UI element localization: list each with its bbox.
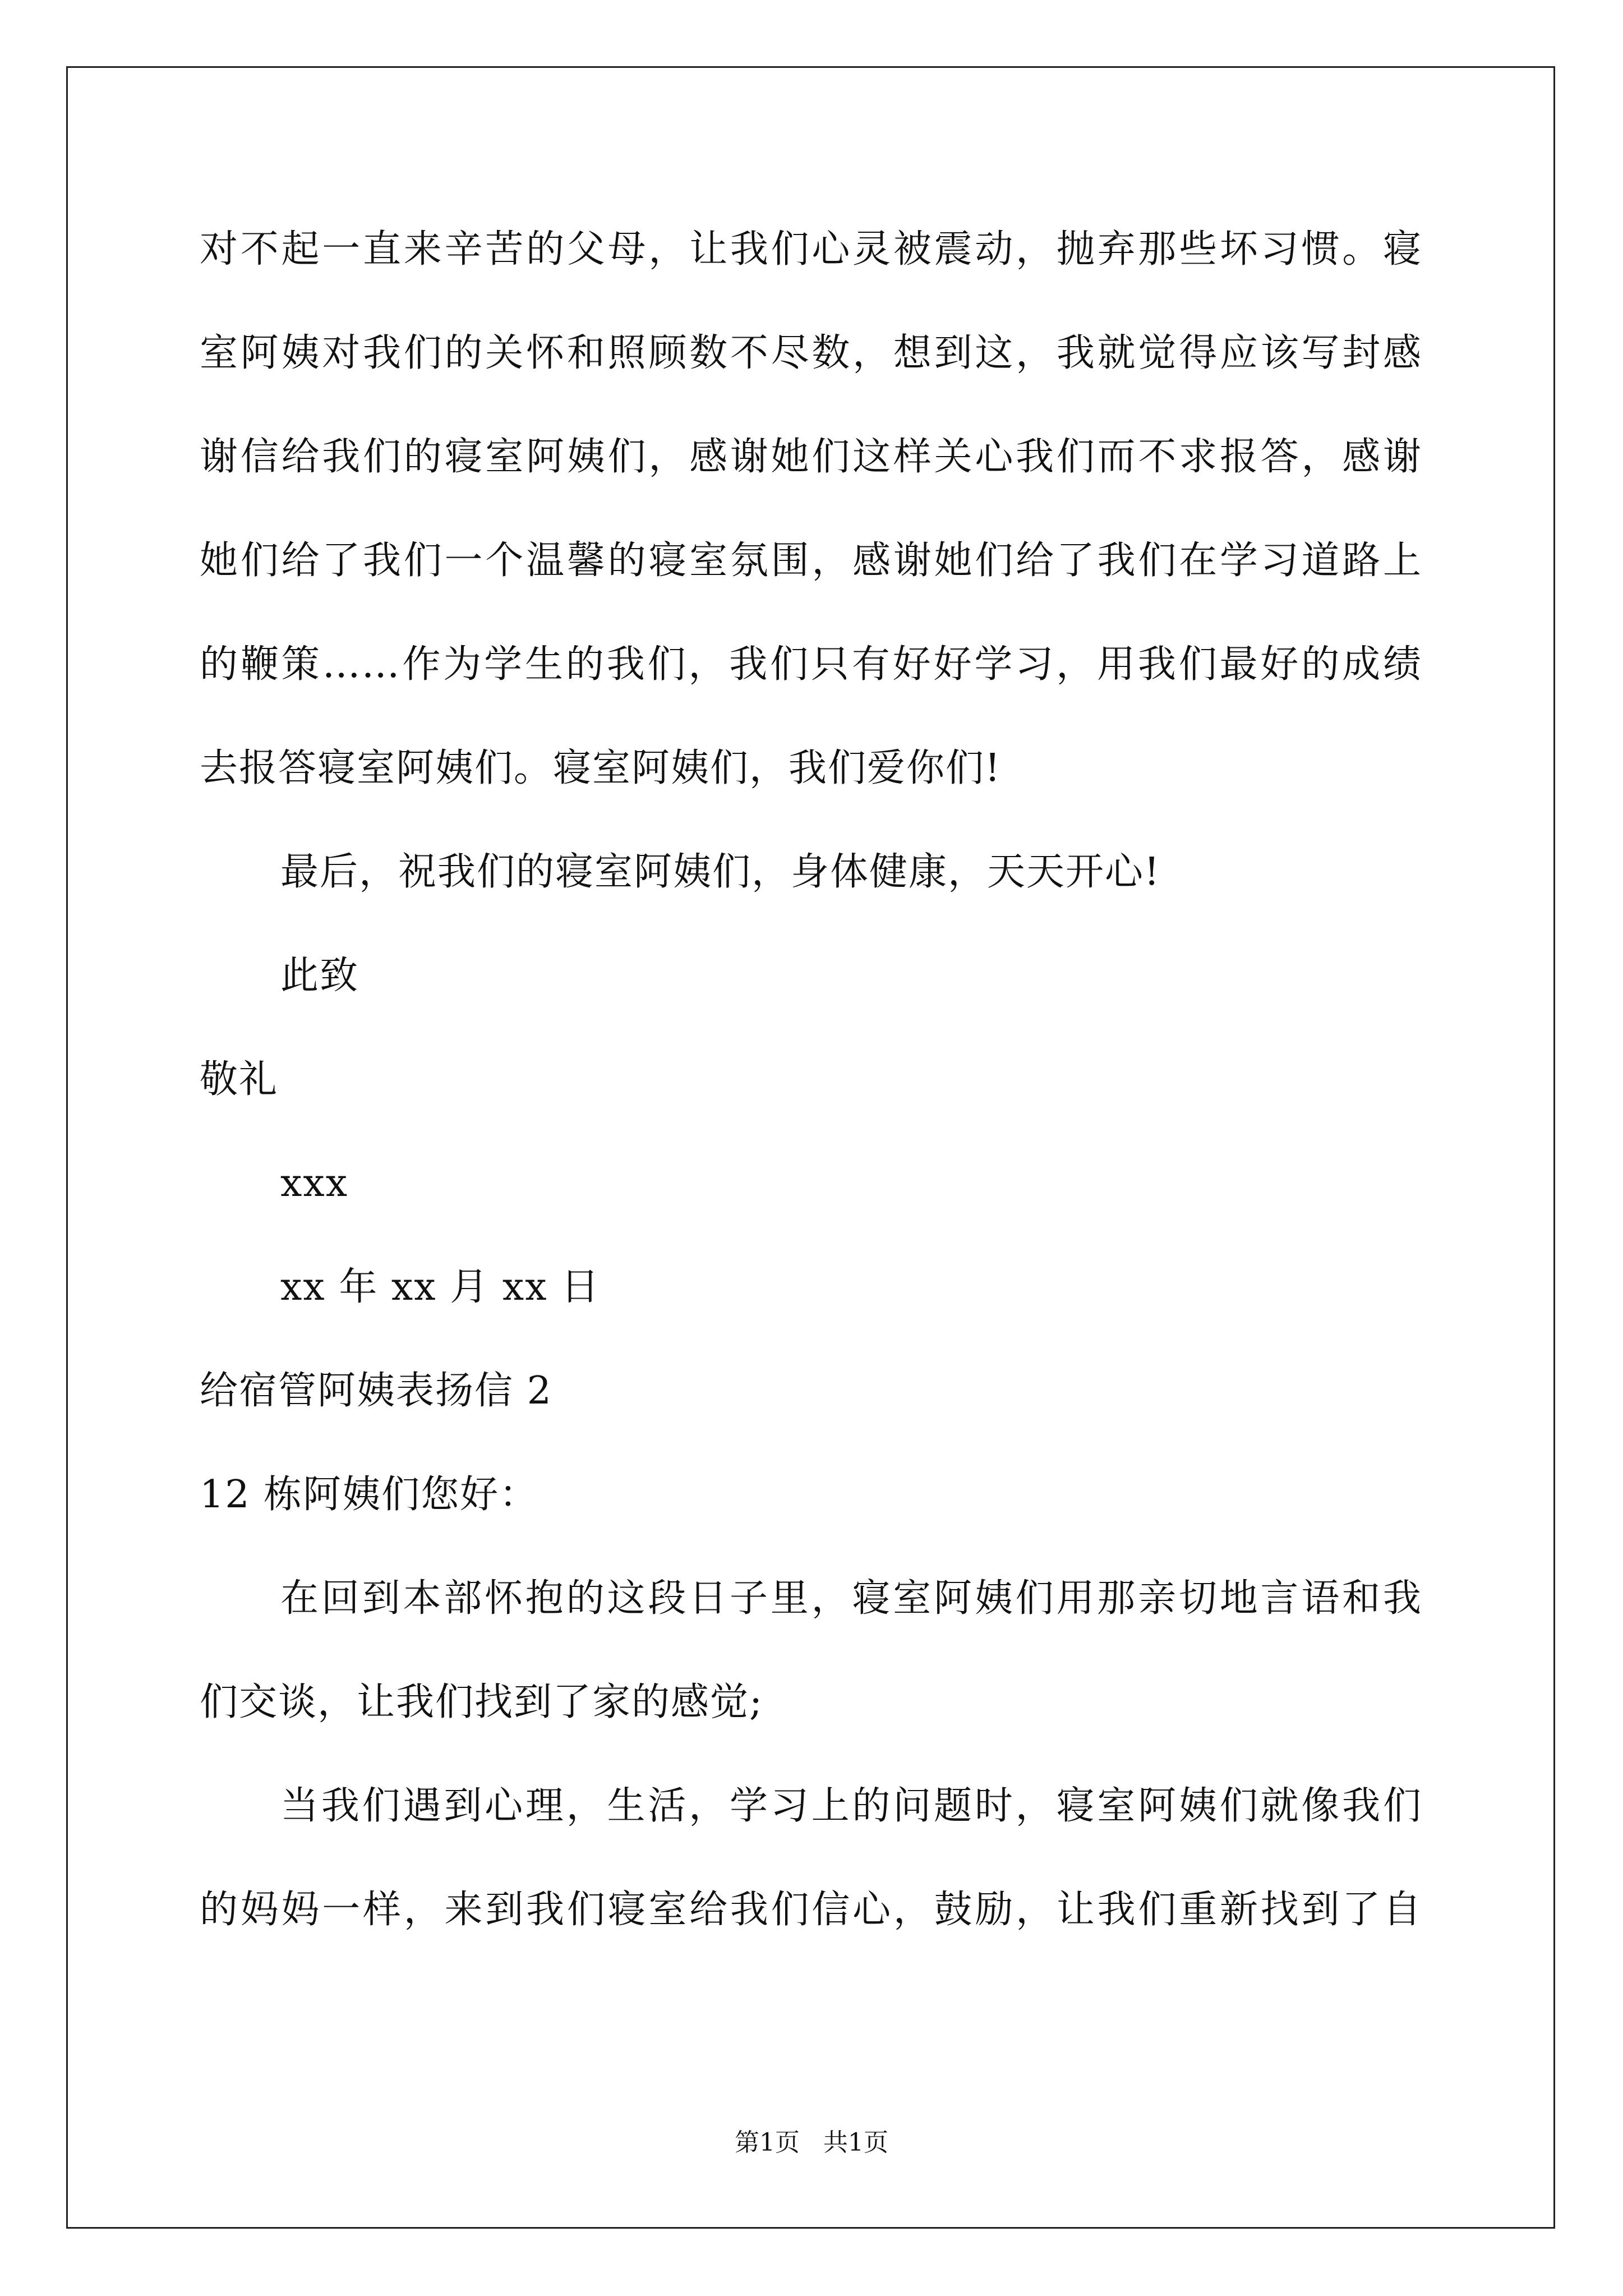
text-line-2: 室阿姨对我们的关怀和照顾数不尽数，想到这，我就觉得应该写封感 bbox=[200, 331, 1422, 375]
text-line-16: 当我们遇到心理，生活，学习上的问题时，寝室阿姨们就像我们 bbox=[280, 1784, 1422, 1828]
text-line-15: 们交谈，让我们找到了家的感觉; bbox=[200, 1680, 763, 1724]
letter-title: 给宿管阿姨表扬信 2 bbox=[200, 1369, 552, 1413]
closing-salutation: 此致 bbox=[280, 954, 359, 998]
text-line-5: 的鞭策……作为学生的我们，我们只有好好学习，用我们最好的成绩 bbox=[200, 642, 1422, 687]
closing-regards: 敬礼 bbox=[200, 1057, 279, 1102]
page-footer: 第1页 共1页 bbox=[735, 2128, 888, 2157]
signature-name: xxx bbox=[280, 1161, 349, 1205]
letter-greeting: 12 栋阿姨们您好： bbox=[200, 1473, 539, 1517]
text-line-3: 谢信给我们的寝室阿姨们，感谢她们这样关心我们而不求报答，感谢 bbox=[200, 435, 1422, 479]
text-line-14: 在回到本部怀抱的这段日子里，寝室阿姨们用那亲切地言语和我 bbox=[280, 1576, 1422, 1621]
closing-wish: 最后，祝我们的寝室阿姨们，身体健康，天天开心! bbox=[280, 850, 1161, 894]
text-line-4: 她们给了我们一个温馨的寝室氛围，感谢她们给了我们在学习道路上 bbox=[200, 539, 1422, 583]
text-line-1: 对不起一直来辛苦的父母，让我们心灵被震动，抛弃那些坏习惯。寝 bbox=[200, 227, 1422, 272]
text-line-6: 去报答寝室阿姨们。寝室阿姨们，我们爱你们! bbox=[200, 746, 1002, 790]
text-line-17: 的妈妈一样，来到我们寝室给我们信心，鼓励，让我们重新找到了自 bbox=[200, 1888, 1422, 1932]
signature-date: xx 年 xx 月 xx 日 bbox=[280, 1265, 601, 1309]
